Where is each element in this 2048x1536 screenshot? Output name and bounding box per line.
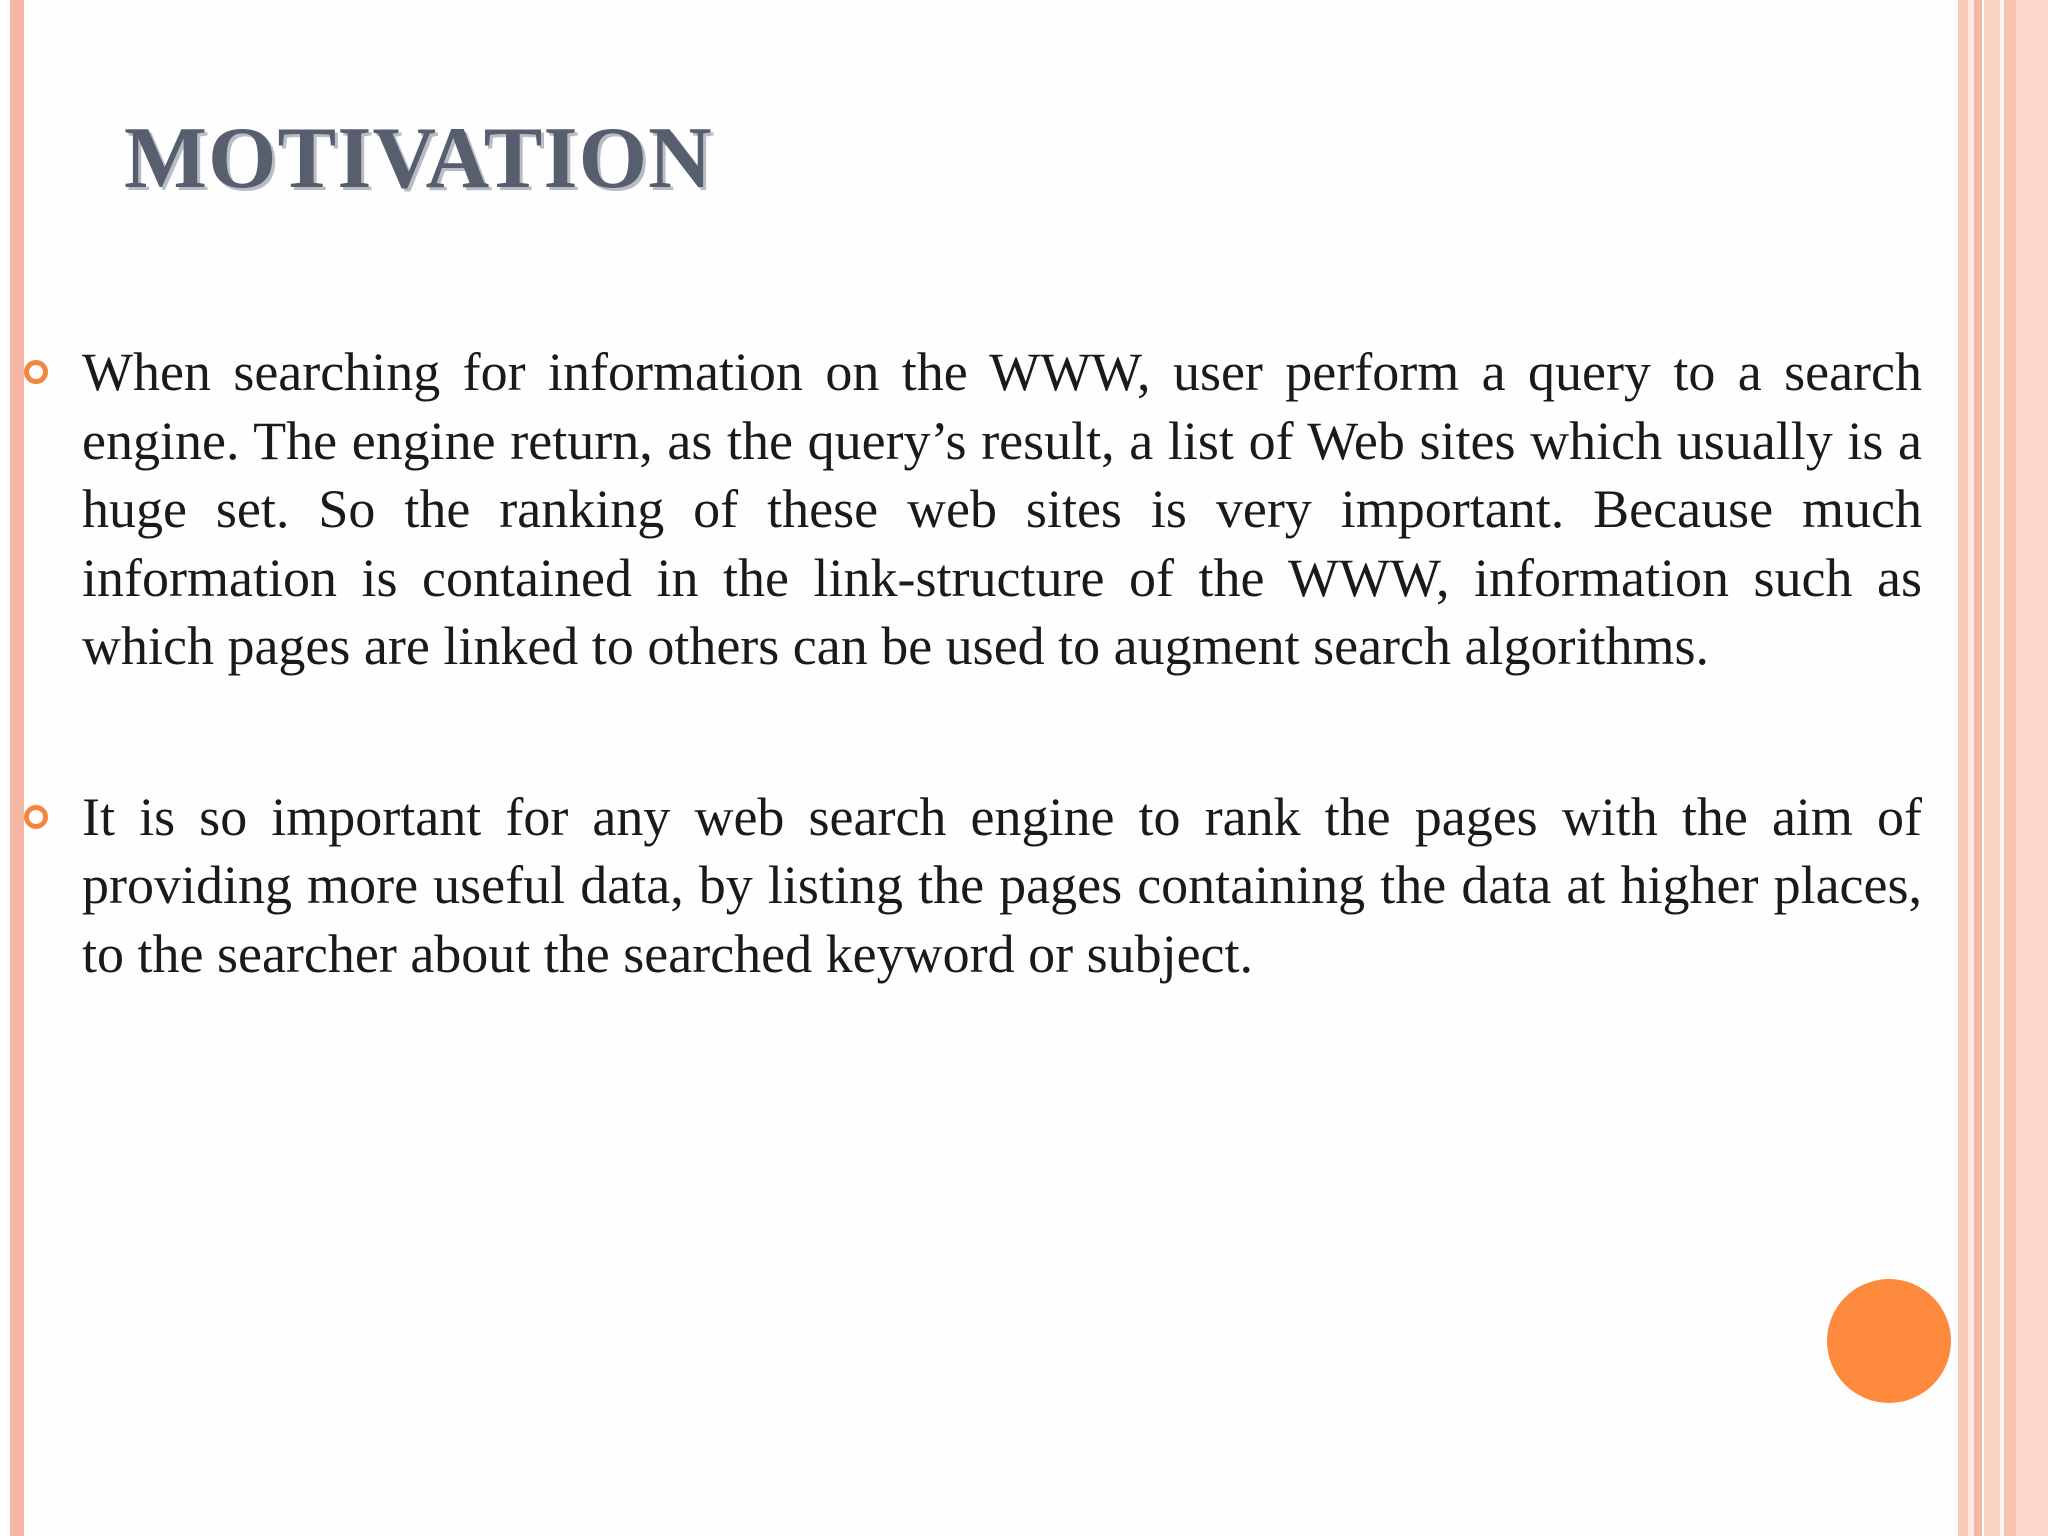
bullet-text: When searching for information on the WWW, user perform a query to a search engine. The engine return, as the query’s result, a list of Web sites which usually is a huge set. So the ranking of these web sites is very important. Because much information is contained in the link-structure of the WWW, information such as which pages are linked to others can be used to augment search algorithms. bbox=[82, 342, 1922, 676]
right-stripe-decoration bbox=[1958, 0, 1968, 1536]
bullet-item bbox=[82, 338, 1922, 681]
bullet-item bbox=[82, 783, 1922, 989]
right-stripe-decoration bbox=[2004, 0, 2016, 1536]
bullet-text: It is so important for any web search engine to rank the pages with the aim of providing more useful data, by listing the pages containing the data at higher places, to the searcher about the searched keyword or subject. bbox=[82, 786, 1922, 984]
bullet-circle-icon bbox=[24, 805, 48, 829]
left-border-decoration bbox=[10, 0, 24, 1536]
orange-circle-decoration bbox=[1827, 1279, 1951, 1403]
bullet-circle-icon bbox=[24, 360, 48, 384]
right-stripe-decoration bbox=[2016, 0, 2048, 1536]
right-stripe-decoration bbox=[1974, 0, 1982, 1536]
right-stripe-decoration bbox=[1984, 0, 2000, 1536]
bullet-list bbox=[82, 338, 1922, 988]
slide-title: MOTIVATION bbox=[124, 110, 713, 207]
